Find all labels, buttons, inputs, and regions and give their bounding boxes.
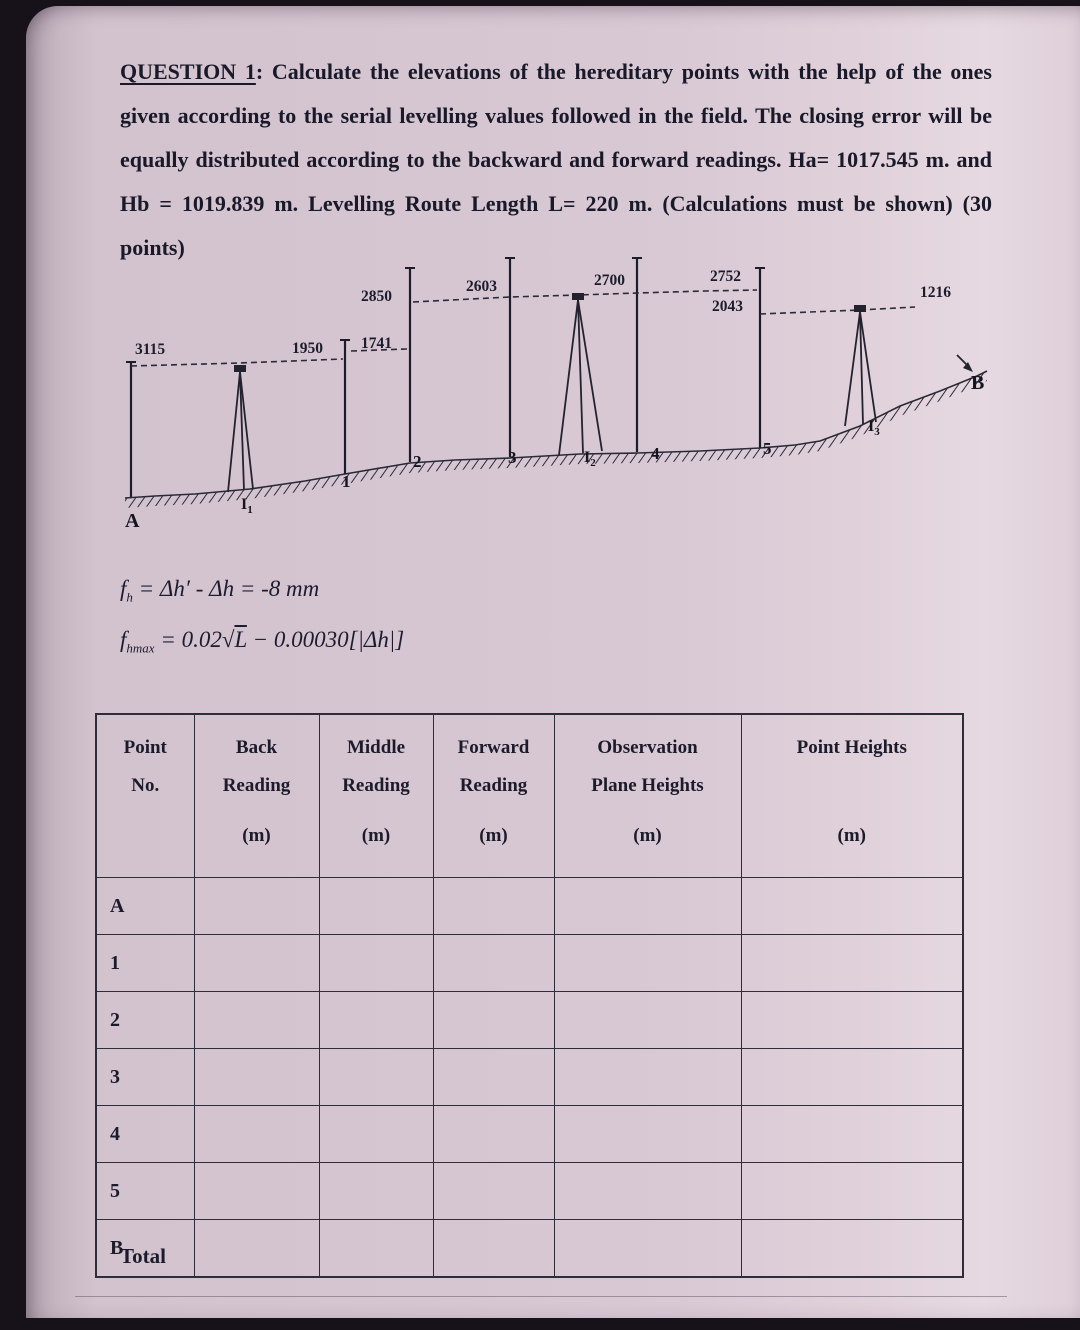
staff-3 — [505, 258, 515, 457]
staff-1 — [340, 340, 350, 474]
point-label-5: 5 — [763, 439, 772, 458]
row-label: 1 — [96, 935, 194, 992]
staff-4 — [632, 258, 642, 452]
cell-point-height — [741, 1220, 963, 1278]
cell-observation-plane-height — [554, 1220, 741, 1278]
cell-observation-plane-height — [554, 1106, 741, 1163]
ground-hatch — [125, 371, 987, 508]
cell-forward-reading — [433, 1220, 554, 1278]
ground-line — [125, 371, 987, 508]
staff-reading: 2850 — [361, 288, 392, 305]
handwritten-formulas — [120, 568, 404, 669]
table-row — [96, 878, 963, 935]
cell-back-reading — [194, 1106, 319, 1163]
sight-lines — [131, 290, 915, 366]
cell-observation-plane-height — [554, 992, 741, 1049]
header-row — [96, 714, 963, 878]
cell-forward-reading — [433, 1163, 554, 1220]
table-row — [96, 1220, 963, 1278]
formula-closing-error: $f_h = \Delta h' - \Delta h = -8$ mm — [120, 576, 320, 605]
point-label-b: B — [971, 372, 985, 394]
question-body: : Calculate the elevations of the hereditary points with the help of the ones given according to the serial levelling values followed in the field. The closing error will be equally distributed according to the backward and forward readings. Ha= 1017.545 m. and Hb = 1019.839 m. Levelling Route Length L= 220 m. (Calculations must be shown) (30 points) — [120, 59, 992, 260]
col-header-back-reading: Back Reading (m) — [194, 714, 319, 878]
total-label: Total — [120, 1244, 166, 1268]
cell-middle-reading — [319, 1106, 433, 1163]
table-row — [96, 1106, 963, 1163]
col-header-middle-reading: Middle Reading (m) — [319, 714, 433, 878]
instrument-label-3: $I_3$ — [868, 418, 880, 438]
row-label: 3 — [96, 1049, 194, 1106]
cell-back-reading — [194, 1220, 319, 1278]
row-label: 4 — [96, 1106, 194, 1163]
table-row — [96, 1163, 963, 1220]
staff-reading: 1741 — [361, 335, 392, 352]
instrument-label-1: $I_1$ — [241, 496, 253, 516]
staff-reading: 3115 — [135, 341, 166, 358]
instrument-1 — [228, 365, 253, 492]
point-label-4: 4 — [651, 444, 660, 463]
cell-point-height — [741, 935, 963, 992]
cell-back-reading — [194, 935, 319, 992]
levelling-table — [95, 713, 964, 1278]
point-label-2: 2 — [413, 452, 422, 471]
col-header-forward-reading: Forward Reading (m) — [433, 714, 554, 878]
staff-reading: 2752 — [710, 268, 741, 285]
staff-reading: 2603 — [466, 278, 497, 295]
cell-observation-plane-height — [554, 1163, 741, 1220]
cell-forward-reading — [433, 1049, 554, 1106]
cell-point-height — [741, 1049, 963, 1106]
cell-back-reading — [194, 992, 319, 1049]
cell-observation-plane-height — [554, 935, 741, 992]
staff-2 — [405, 268, 415, 462]
formula-max-error: $f_{hmax} = 0.02√L - 0.00030[|\Delta h|]$ — [120, 626, 405, 656]
cell-middle-reading — [319, 935, 433, 992]
levelling-diagram — [95, 250, 995, 550]
staff-a — [126, 362, 136, 497]
point-label-a: A — [125, 510, 140, 532]
table-row — [96, 992, 963, 1049]
point-label-1: 1 — [342, 472, 351, 491]
cell-back-reading — [194, 1049, 319, 1106]
cell-middle-reading — [319, 992, 433, 1049]
direction-arrow — [957, 355, 973, 372]
instrument-3 — [845, 305, 876, 426]
cell-back-reading — [194, 1163, 319, 1220]
table-row — [96, 1049, 963, 1106]
question-text — [120, 50, 992, 270]
cell-forward-reading — [433, 935, 554, 992]
cell-forward-reading — [433, 992, 554, 1049]
cell-middle-reading — [319, 1220, 433, 1278]
staff-reading: 1216 — [920, 284, 951, 301]
row-label: 5 — [96, 1163, 194, 1220]
col-header-point-no: Point No. — [96, 714, 194, 878]
cell-forward-reading — [433, 1106, 554, 1163]
cell-point-height — [741, 992, 963, 1049]
row-label: A — [96, 878, 194, 935]
cell-point-height — [741, 1163, 963, 1220]
cell-middle-reading — [319, 1163, 433, 1220]
instrument-2 — [559, 293, 602, 455]
cell-middle-reading — [319, 878, 433, 935]
cell-middle-reading — [319, 1049, 433, 1106]
col-header-observation-plane-heights: Observation Plane Heights (m) — [554, 714, 741, 878]
cell-forward-reading — [433, 878, 554, 935]
instrument-label-2: $I_2$ — [584, 449, 596, 469]
cell-point-height — [741, 1106, 963, 1163]
row-label: B — [96, 1220, 194, 1278]
paper-page — [26, 6, 1080, 1318]
col-header-point-heights: Point Heights (m) — [741, 714, 963, 878]
cell-back-reading — [194, 878, 319, 935]
staff-reading: 2043 — [712, 298, 743, 315]
cell-observation-plane-height — [554, 878, 741, 935]
table-row — [96, 935, 963, 992]
bottom-rule — [75, 1296, 1007, 1297]
cell-observation-plane-height — [554, 1049, 741, 1106]
question-heading: QUESTION 1 — [120, 59, 256, 84]
staff-5 — [755, 268, 765, 448]
staff-reading: 2700 — [594, 272, 625, 289]
cell-point-height — [741, 878, 963, 935]
staff-reading: 1950 — [292, 340, 323, 357]
point-label-3: 3 — [508, 448, 517, 467]
row-label: 2 — [96, 992, 194, 1049]
